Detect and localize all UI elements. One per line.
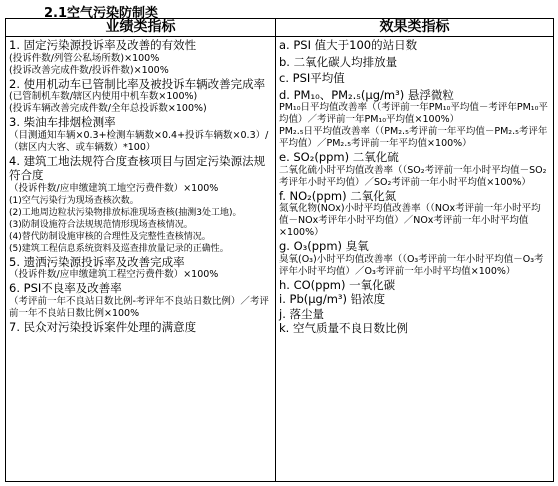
indicator-1-formula-b: (投诉改善完成件数/投诉件数)×100% — [9, 64, 169, 76]
indicator-3-formula: （目测通知车辆×0.3+检测车辆数×0.4+投诉车辆数×0.3）/（辖区内大客、或车辆数）*100） — [9, 129, 269, 153]
effect-d: d. PM₁₀、PM₂.₅(μg/m³) 悬浮微粒 — [279, 87, 454, 102]
indicator-7: 7. 民众对污染投诉案件处理的满意度 — [9, 319, 197, 334]
effect-d-pm10: PM₁₀日平均值改善率（（考评前一年PM₁₀平均值－考评年PM₁₀平均值）／考评前一年PM₁₀平均值×100%） — [279, 102, 548, 125]
indicator-4-item-4: (4)替代防制设施审核的合理性及完整性查核情况。 — [9, 231, 211, 242]
indicator-4-formula: （投诉件数/应申缴建筑工地空污费件数）×100% — [9, 182, 219, 194]
indicator-4-item-5: (5)建筑工程信息系统资料及巡查排放量记录的正确性。 — [9, 243, 229, 254]
effect-e-formula: 二氧化硫小时平均值改善率（（SO₂考评前一年小时平均值－SO₂考评年小时平均值）／SO₂考评前一年小时平均值×100%） — [279, 164, 547, 188]
indicator-4-item-3: (3)防制设施符合法规规范情形现场查核情况。 — [9, 219, 193, 230]
indicator-4: 4. 建筑工地法规符合度查核项目与固定污染源法规符合度 — [9, 153, 266, 182]
effect-e: e. SO₂(ppm) 二氧化硫 — [279, 150, 399, 164]
indicator-2-formula-b: (投诉车辆改善完成件数/全年总投诉数×100%) — [9, 103, 207, 114]
section-title: 2.1空气污染防制类 — [44, 6, 159, 21]
indicator-5: 5. 遗洒污染源投诉率及改善完成率 — [9, 254, 185, 269]
effect-j: j. 落尘量 — [279, 306, 325, 321]
indicator-1-formula-a: (投诉件数/列管公私场所数)×100% — [9, 52, 160, 64]
indicator-3: 3. 柴油车排烟检测率 — [9, 115, 116, 129]
indicator-4-item-1: (1)空气污染行为现场查核次数。 — [9, 195, 139, 206]
indicator-2: 2. 使用机动车已管制比率及被投诉车辆改善完成率 — [9, 76, 266, 91]
effect-h: h. CO(ppm) 一氧化碳 — [279, 277, 396, 292]
effect-k: k. 空气质量不良日数比例 — [279, 321, 408, 335]
effect-f: f. NO₂(ppm) 二氧化氮 — [279, 188, 397, 203]
effect-c: c. PSI平均值 — [279, 71, 345, 85]
header-performance-indicators: 业绩类指标 — [6, 19, 276, 37]
indicator-1: 1. 固定污染源投诉率及改善的有效性 — [9, 38, 197, 52]
indicator-6: 6. PSI不良率及改善率 — [9, 281, 122, 295]
effect-f-formula: 氮氧化物(NOx)小时平均值改善率（（NOx考评前一年小时平均值－NOx考评年小时平均值）／NOx考评前一年小时平均值×100%） — [279, 203, 541, 238]
indicator-5-formula: （投诉件数/应申缴建筑工程空污费件数）×100% — [9, 269, 219, 280]
table-header-row — [6, 19, 554, 37]
effect-g-formula: 臭氧(O₃)小时平均值改善率（（O₃考评前一年小时平均值－O₃考评年小时平均值）／O₃考评前一年小时平均值×100%） — [279, 253, 544, 277]
effect-g: g. O₃(ppm) 臭氧 — [279, 239, 369, 253]
indicator-6-formula: （考评前一年不良站日数比例-考评年不良站日数比例）／考评前一年不良站日数比例×100% — [9, 295, 269, 319]
effect-indicators-cell — [276, 37, 554, 482]
indicator-4-item-2: (2)工地周边粒状污染物排放标准现场查核(抽测3处工地)。 — [9, 207, 242, 218]
indicator-table — [5, 18, 554, 482]
header-effect-indicators: 效果类指标 — [276, 19, 554, 37]
table-row — [6, 37, 554, 482]
effect-i: i. Pb(μg/m³) 铅浓度 — [279, 292, 386, 306]
indicator-2-formula-a: (已管制机车数/辖区内使用中机车数×100%) — [9, 91, 198, 102]
effect-a: a. PSI 值大于100的站日数 — [279, 38, 418, 52]
effect-b: b. 二氧化碳人均排放量 — [279, 54, 398, 69]
performance-indicators-cell — [6, 37, 276, 482]
effect-d-pm25: PM₂.₅日平均值改善率（（PM₂.₅考评前一年平均值－PM₂.₅考评年平均值）／PM₂.₅考评前一年平均值×100%） — [279, 126, 548, 149]
